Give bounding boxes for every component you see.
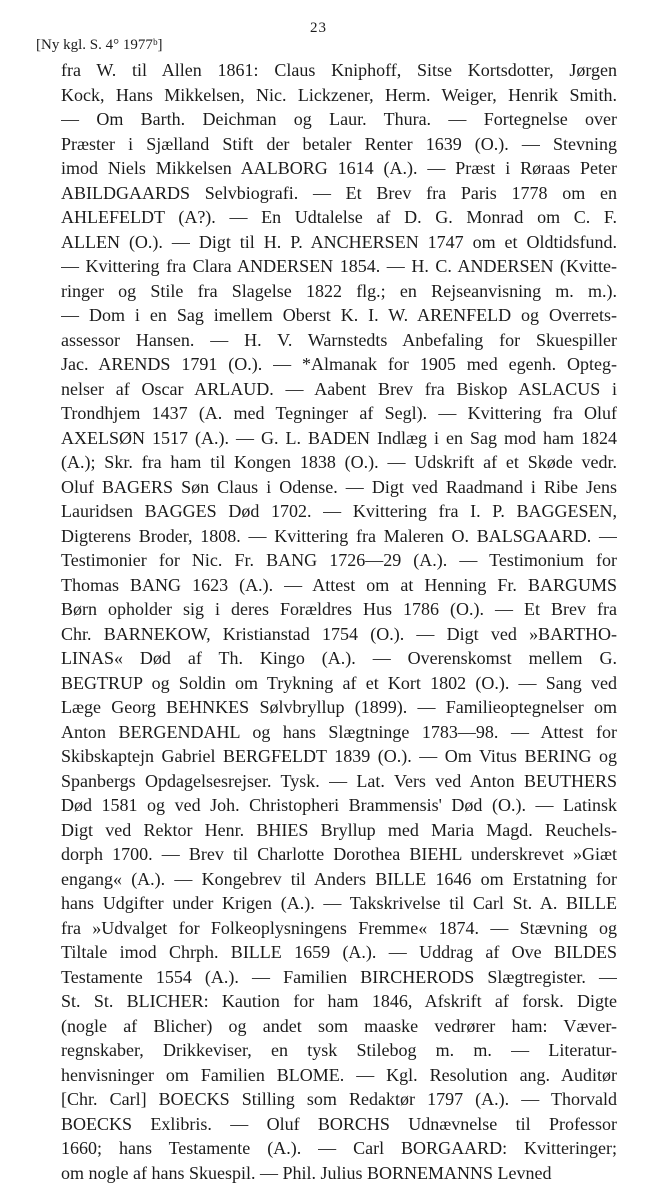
text-line: regnskaber, Drikkeviser, en tysk Stilebog m. m. — Literatur- (61, 1038, 617, 1063)
text-line: — Dom i en Sag imellem Oberst K. I. W. ARENFELD og Overrets- (61, 303, 617, 328)
text-line: Skibskaptejn Gabriel BERGFELDT 1839 (O.). — Om Vitus BERING og (61, 744, 617, 769)
text-line: om nogle af hans Skuespil. — Phil. Julius BORNEMANNS Levned (61, 1161, 617, 1185)
text-line: — Om Barth. Deichman og Laur. Thura. — Fortegnelse over (61, 107, 617, 132)
text-line: Testimonier for Nic. Fr. BANG 1726—29 (A.). — Testimonium for (61, 548, 617, 573)
text-line: 1660; hans Testamente (A.). — Carl BORGAARD: Kvitteringer; (61, 1136, 617, 1161)
text-line: Oluf BAGERS Søn Claus i Odense. — Digt ved Raadmand i Ribe Jens (61, 475, 617, 500)
text-line: Spanbergs Opdagelsesrejser. Tysk. — Lat. Vers ved Anton BEUTHERS (61, 769, 617, 794)
text-line: Digterens Broder, 1808. — Kvittering fra Maleren O. BALSGAARD. — (61, 524, 617, 549)
text-line: [Chr. Carl] BOECKS Stilling som Redaktør 1797 (A.). — Thorvald (61, 1087, 617, 1112)
text-line: Lauridsen BAGGES Død 1702. — Kvittering fra I. P. BAGGESEN, (61, 499, 617, 524)
text-line: Chr. BARNEKOW, Kristianstad 1754 (O.). — Digt ved »BARTHO- (61, 622, 617, 647)
text-line: Anton BERGENDAHL og hans Slægtninge 1783—98. — Attest for (61, 720, 617, 745)
text-line: Tiltale imod Chrph. BILLE 1659 (A.). — Uddrag af Ove BILDES (61, 940, 617, 965)
text-line: dorph 1700. — Brev til Charlotte Dorothea BIEHL underskrevet »Giæt (61, 842, 617, 867)
text-line: Thomas BANG 1623 (A.). — Attest om at Henning Fr. BARGUMS (61, 573, 617, 598)
text-line: AHLEFELDT (A?). — En Udtalelse af D. G. Monrad om C. F. (61, 205, 617, 230)
text-line: assessor Hansen. — H. V. Warnstedts Anbefaling for Skuespiller (61, 328, 617, 353)
text-line: ALLEN (O.). — Digt til H. P. ANCHERSEN 1747 om et Oldtidsfund. (61, 230, 617, 255)
text-line: Børn opholder sig i deres Forældres Hus 1786 (O.). — Et Brev fra (61, 597, 617, 622)
text-line: Død 1581 og ved Joh. Christopheri Brammensis' Død (O.). — Latinsk (61, 793, 617, 818)
text-line: henvisninger om Familien BLOME. — Kgl. Resolution ang. Auditør (61, 1063, 617, 1088)
text-line: BEGTRUP og Soldin om Trykning af et Kort 1802 (O.). — Sang ved (61, 671, 617, 696)
text-line: Præster i Sjælland Stift der betaler Renter 1639 (O.). — Stevning (61, 132, 617, 157)
text-line: nelser af Oscar ARLAUD. — Aabent Brev fra Biskop ASLACUS i (61, 377, 617, 402)
text-line: engang« (A.). — Kongebrev til Anders BILLE 1646 om Erstatning for (61, 867, 617, 892)
text-line: Trondhjem 1437 (A. med Tegninger af Segl). — Kvittering fra Oluf (61, 401, 617, 426)
text-line: — Kvittering fra Clara ANDERSEN 1854. — H. C. ANDERSEN (Kvitte- (61, 254, 617, 279)
shelfmark: [Ny kgl. S. 4° 1977ᵇ] (36, 38, 162, 53)
text-line: LINAS« Død af Th. Kingo (A.). — Overenskomst mellem G. (61, 646, 617, 671)
text-line: (A.); Skr. fra ham til Kongen 1838 (O.). — Udskrift af et Skøde vedr. (61, 450, 617, 475)
catalogue-entries (61, 58, 617, 1185)
text-line: fra W. til Allen 1861: Claus Kniphoff, Sitse Kortsdotter, Jørgen (61, 58, 617, 83)
text-line: BOECKS Exlibris. — Oluf BORCHS Udnævnelse til Professor (61, 1112, 617, 1137)
text-line: Digt ved Rektor Henr. BHIES Bryllup med Maria Magd. Reuchels- (61, 818, 617, 843)
text-line: AXELSØN 1517 (A.). — G. L. BADEN Indlæg i en Sag mod ham 1824 (61, 426, 617, 451)
page-number: 23 (310, 20, 327, 37)
text-line: ABILDGAARDS Selvbiografi. — Et Brev fra Paris 1778 om en (61, 181, 617, 206)
text-line: Testamente 1554 (A.). — Familien BIRCHERODS Slægtregister. — (61, 965, 617, 990)
text-line: (nogle af Blicher) og andet som maaske vedrører ham: Væver- (61, 1014, 617, 1039)
text-line: fra »Udvalget for Folkeoplysningens Fremme« 1874. — Stævning og (61, 916, 617, 941)
text-line: Jac. ARENDS 1791 (O.). — *Almanak for 1905 med egenh. Opteg- (61, 352, 617, 377)
text-line: St. St. BLICHER: Kaution for ham 1846, Afskrift af forsk. Digte (61, 989, 617, 1014)
text-line: imod Niels Mikkelsen AALBORG 1614 (A.). — Præst i Røraas Peter (61, 156, 617, 181)
text-line: hans Udgifter under Krigen (A.). — Takskrivelse til Carl St. A. BILLE (61, 891, 617, 916)
text-line: Læge Georg BEHNKES Sølvbryllup (1899). — Familieoptegnelser om (61, 695, 617, 720)
text-line: Kock, Hans Mikkelsen, Nic. Lickzener, Herm. Weiger, Henrik Smith. (61, 83, 617, 108)
text-line: ringer og Stile fra Slagelse 1822 flg.; en Rejseanvisning m. m.). (61, 279, 617, 304)
